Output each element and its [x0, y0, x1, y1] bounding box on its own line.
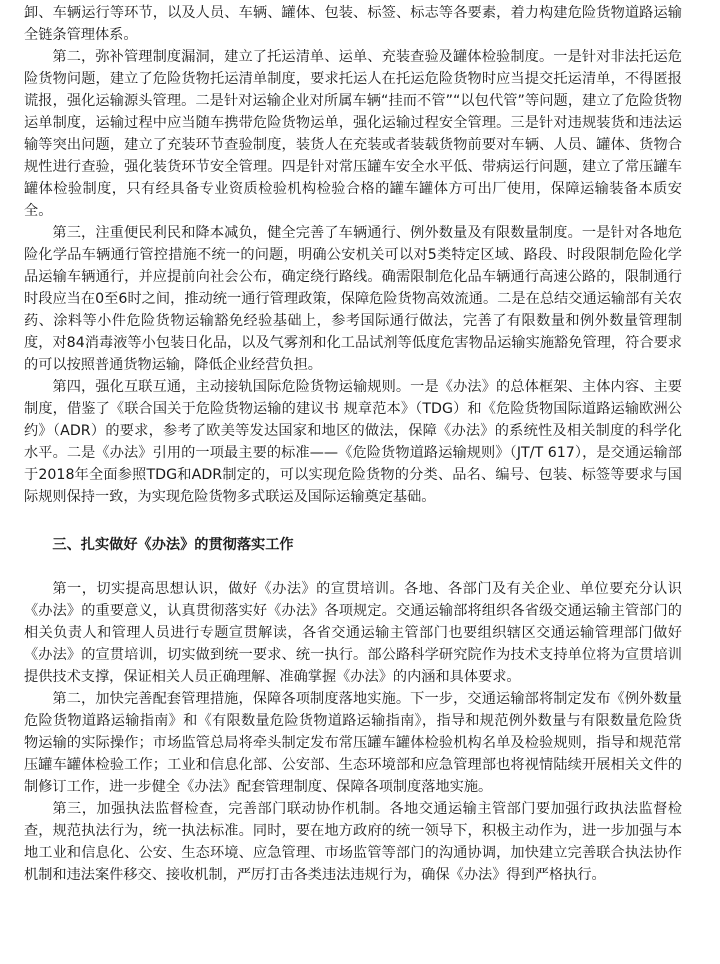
paragraph-supporting-measures: 第二，加快完善配套管理措施，保障各项制度落地实施。下一步，交通运输部将制定发布《例外数量危险货物道路运输指南》和《有限数量危险货物道路运输指南》，指导和规范例外数量与有限数量危险货物运输的实际操作；市场监管总局将牵头制定发布常压罐车罐体检验机构名单及检验规则，指导和规范常压罐车罐体检验工作；工业和信息化部、公安部、生态环境部和应急管理部也将视情陆续开展相关文件的制修订工作，进一步健全《办法》配套管理制度、保障各项制度落地实施。: [24, 691, 682, 795]
paragraph-enforcement: 第三，加强执法监督检查，完善部门联动协作机制。各地交通运输主管部门要加强行政执法监督检查，规范执法行为，统一执法标准。同时，要在地方政府的统一领导下，积极主动作为，进一步加强与本地工业和信息化、公安、生态环境、应急管理、市场监管等部门的沟通协调，加快建立完善联合执法协作机制和违法案件移交、接收机制，严厉打击各类违法违规行为，确保《办法》得到严格执行。: [24, 801, 682, 883]
paragraph-training: 第一，切实提高思想认识，做好《办法》的宣贯培训。各地、各部门及有关企业、单位要充分认识《办法》的重要意义，认真贯彻落实好《办法》各项规定。交通运输部将组织各省级交通运输主管部门的相关负责人和管理人员进行专题宣贯解读，各省交通运输主管部门也要组织辖区交通运输管理部门做好《办法》的宣贯培训，切实做到统一要求、统一执行。部公路科学研究院作为技术支持单位将为宣贯培训提供技术支撑，保证相关人员正确理解、准确掌握《办法》的内涵和具体要求。: [24, 581, 682, 685]
paragraph-intro-continuation: 卸、车辆运行等环节，以及人员、车辆、罐体、包装、标签、标志等各要素，着力构建危险货物道路运输全链条管理体系。: [24, 5, 682, 43]
paragraph-international-rules: 第四，强化互联互通，主动接轨国际危险货物运输规则。一是《办法》的总体框架、主体内容、主要制度，借鉴了《联合国关于危险货物运输的建议书 规章范本》（TDG）和《危险货物国际道路运输欧洲公约》（ADR）的要求，参考了欧美等发达国家和地区的做法，保障《办法》的系统性及相关制度的科学化水平。二是《办法》引用的一项最主要的标准——《危险货物道路运输规则》（JT/T 617），是交通运输部于2018年全面参照TDG和ADR制定的，可以实现危险货物的分类、品名、编号、包装、标签等要求与国际规则保持一致，为实现危险货物多式联运及国际运输奠定基础。: [24, 379, 682, 505]
paragraph-management-system: 第二，弥补管理制度漏洞，建立了托运清单、运单、充装查验及罐体检验制度。一是针对非法托运危险货物问题，建立了危险货物托运清单制度，要求托运人在托运危险货物时应当提交托运清单，不得匿报谎报，强化运输源头管理。二是针对运输企业对所属车辆“挂而不管”“以包代管”等问题，建立了危险货物运单制度，运输过程中应当随车携带危险货物运单，强化运输过程安全管理。三是针对违规装货和违法运输等突出问题，建立了充装环节查验制度，装货人在充装或者装载货物前要对车辆、人员、罐体、货物合规性进行查验，强化装货环节安全管理。四是针对常压罐车安全水平低、带病运行问题，建立了常压罐车罐体检验制度，只有经具备专业资质检验机构检验合格的罐车罐体方可出厂使用，保障运输装备本质安全。: [24, 49, 682, 219]
section-heading: 三、扎实做好《办法》的贯彻落实工作: [52, 537, 294, 553]
paragraph-convenience-measures: 第三，注重便民利民和降本减负，健全完善了车辆通行、例外数量及有限数量制度。一是针对各地危险化学品车辆通行管控措施不统一的问题，明确公安机关可以对5类特定区域、路段、时段限制危险化学品运输车辆通行，并应提前向社会公布，确定绕行路线。确需限制危化品车辆通行高速公路的，限制通行时段应当在0至6时之间，推动统一通行管理政策，保障危险货物高效流通。二是在总结交通运输部有关农药、涂料等小件危险货物运输豁免经验基础上，参考国际通行做法，完善了有限数量和例外数量管理制度，对84消毒液等小包装日化品，以及气雾剂和化工品试剂等低度危害物品运输实施豁免管理，符合要求的可以按照普通货物运输，降低企业经营负担。: [24, 225, 682, 373]
document-page: [24, 2, 682, 886]
